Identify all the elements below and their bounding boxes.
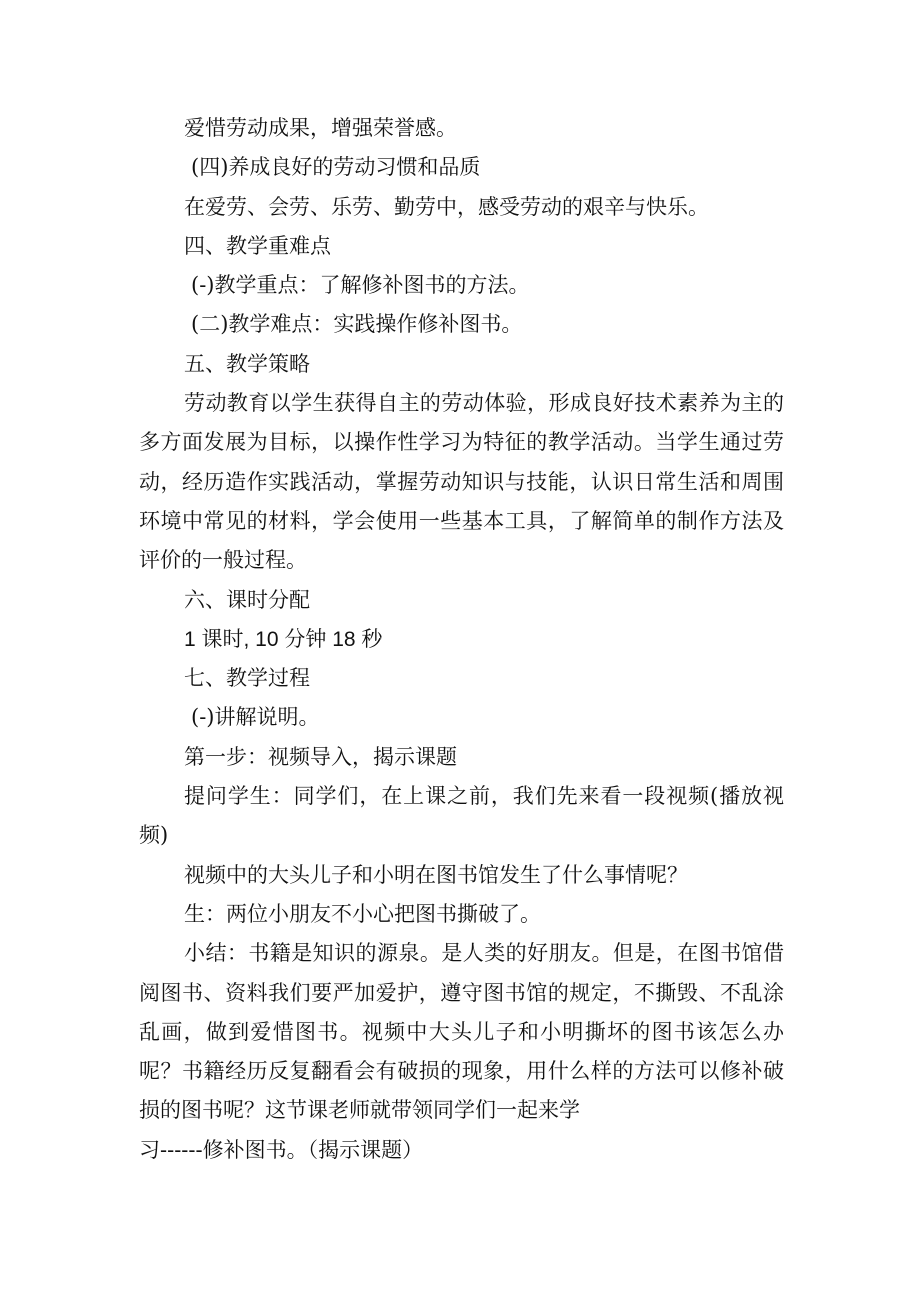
text-line: 在爱劳、会劳、乐劳、勤劳中，感受劳动的艰辛与快乐。 xyxy=(184,194,709,219)
subsection-heading: (-)教学重点：了解修补图书的方法。 xyxy=(191,273,530,298)
text-line: 1 课时, 10 分钟 18 秒 xyxy=(184,627,383,651)
document-body xyxy=(139,109,784,1170)
subsection-heading: (-)讲解说明。 xyxy=(191,705,320,730)
subsection-heading: (二)教学难点：实践操作修补图书。 xyxy=(191,312,523,337)
paragraph-question: 提问学生：同学们，在上课之前，我们先来看一段视频(播放视频) xyxy=(139,784,784,848)
paragraph-summary: 小结：书籍是知识的源泉。是人类的好朋友。但是，在图书馆借阅图书、资料我们要严加爱护，遵守图书馆的规定，不撕毁、不乱涂乱画，做到爱惜图书。视频中大头儿子和小明撕坏的图书该怎么办呢？书籍经历反复翻看会有破损的现象，用什么样的方法可以修补破损的图书呢？这节课老师就带领同学们一起来学 xyxy=(139,941,784,1123)
text-line: 视频中的大头儿子和小明在图书馆发生了什么事情呢？ xyxy=(184,862,688,887)
section-heading: 四、教学重难点 xyxy=(184,233,331,258)
text-line: 生：两位小朋友不小心把图书撕破了。 xyxy=(184,901,541,926)
section-heading: 六、课时分配 xyxy=(184,587,310,612)
section-heading: 七、教学过程 xyxy=(184,666,310,691)
text-line: 第一步：视频导入，揭示课题 xyxy=(184,744,457,769)
subsection-heading: (四)养成良好的劳动习惯和品质 xyxy=(191,155,481,180)
paragraph-teaching-strategy: 劳动教育以学生获得自主的劳动体验，形成良好技术素养为主的多方面发展为目标，以操作性学习为特征的教学活动。当学生通过劳动，经历造作实践活动，掌握劳动知识与技能，认识日常生活和周围环境中常见的材料，学会使用一些基本工具，了解简单的制作方法及评价的一般过程。 xyxy=(139,391,784,573)
text-line: 习------修补图书。（揭示课题） xyxy=(139,1137,424,1162)
text-line: 爱惜劳动成果，增强荣誉感。 xyxy=(184,116,457,140)
section-heading: 五、教学策略 xyxy=(184,351,310,376)
